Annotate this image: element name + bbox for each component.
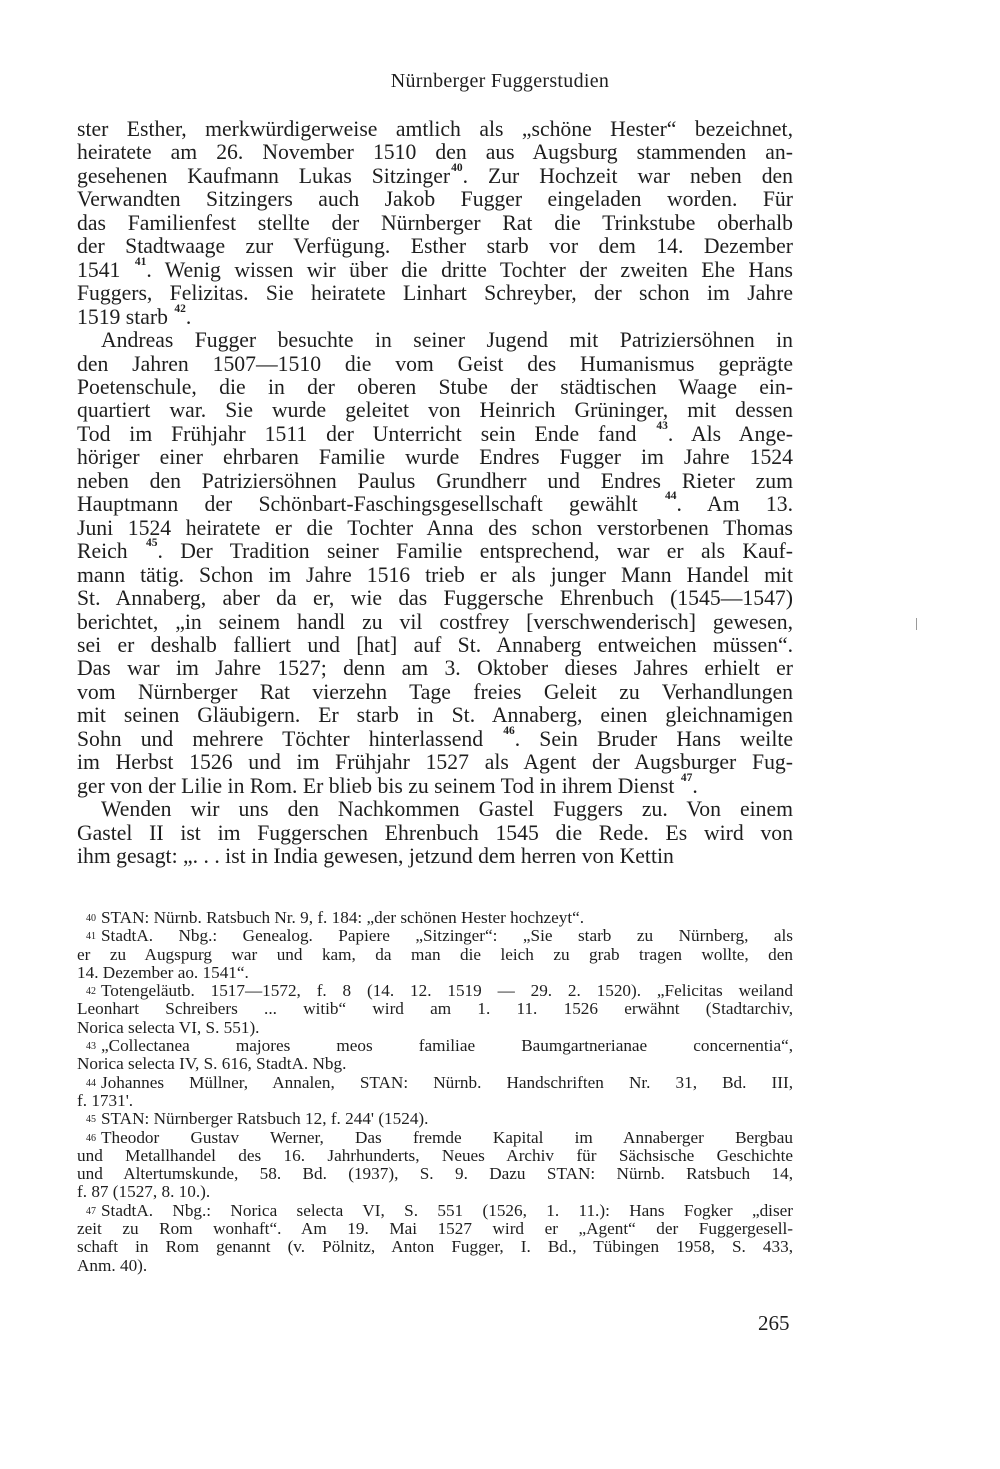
text-line: ger von der Lilie in Rom. Er blieb bis zu seinem Tod in ihrem Dienst $^{47}$. [77,771,698,798]
text-line: quartiert war. Sie wurde geleitet von Heinrich Grüninger, mit dessen [77,398,793,423]
page-number: 265 [758,1311,790,1335]
text-line: 1541 $^{41}$. Wenig wissen wir über die dritte Tochter der zweiten Ehe Hans [77,255,794,282]
text-line: den Jahren 1507—1510 die vom Geist des Humanismus geprägte [77,351,793,376]
footnote-number: 44 [86,1077,96,1089]
text-line: heiratete am 26. November 1510 den aus Augsburg stammenden an- [77,140,793,165]
footnote-line: und Metallhandel des 16. Jahrhunderts, Neues Archiv für Sächsische Geschichte [77,1145,793,1165]
text-line: das Familienfest stellte der Nürnberger Rat die Trinkstube oberhalb [77,210,793,235]
footnote-number: 45 [86,1114,96,1126]
text-line: mit seinen Gläubigern. Er starb in St. Annaberg, einen gleichnamigen [77,703,793,728]
footnote-line: Leonhart Schreibers ... witib“ wird am 1. 11. 1526 erwähnt (Stadtarchiv, [77,999,793,1019]
footnote-line: und Altertumskunde, 58. Bd. (1937), S. 9. Dazu STAN: Nürnb. Ratsbuch 14, [77,1164,793,1184]
footnote-line: zeit zu Rom wonhaft“. Am 19. Mai 1527 wird er „Agent“ der Fuggergesell- [77,1219,793,1239]
footnote-line: $^{41}$ StadtA. Nbg.: Genealog. Papiere „Sitzinger“: „Sie starb zu Nürnberg, als [86,926,793,946]
footnote-line: Norica selecta VI, S. 551). [77,1017,260,1037]
footnote-line: f. 87 (1527, 8. 10.). [77,1182,211,1202]
footnote-ref: 44 [665,490,677,503]
footnote-number: 41 [86,931,96,943]
footnote-line: $^{46}$ Theodor Gustav Werner, Das fremde Kapital im Annaberger Bergbau [86,1127,793,1147]
footnote-line: $^{42}$ Totengeläutb. 1517—1572, f. 8 (14. 12. 1519 — 29. 2. 1520). „Felicitas weiland [86,981,793,1001]
footnotes [77,909,793,1275]
footnote-ref: 42 [174,302,186,315]
footnote-ref: 45 [145,537,158,550]
text-line: Poetenschule, die in der oberen Stube der städtischen Waage ein- [77,374,793,399]
footnote-line: Anm. 40). [77,1255,148,1275]
footnote-number: 47 [86,1205,96,1217]
text-line: ihm gesagt: „. . . ist in India gewesen, jetzund dem herren von Kettin [77,844,674,869]
text-line: neben den Patriziersöhnen Paulus Grundherr und Endres Rieter zum [77,468,793,493]
text-line: Sohn und mehrere Töchter hinterlassend $^{46}$. Sein Bruder Hans weilte [77,724,793,751]
margin-mark [916,618,917,630]
footnote-line: $^{47}$ StadtA. Nbg.: Norica selecta VI, S. 551 (1526, 1. 11.): Hans Fogker „diser [86,1200,793,1220]
footnote-line: schaft in Rom genannt (v. Pölnitz, Anton Fugger, I. Bd., Tübingen 1958, S. 433, [77,1237,793,1257]
footnote-line: Norica selecta IV, S. 616, StadtA. Nbg. [77,1054,347,1074]
text-line: Tod im Frühjahr 1511 der Unterricht sein Ende fand $^{43}$. Als Ange- [77,419,793,446]
footnote-line: f. 1731'. [77,1090,134,1110]
footnote-ref: 46 [503,724,515,737]
text-line: Hauptmann der Schönbart-Faschingsgesellschaft gewählt $^{44}$. Am 13. [77,490,793,517]
text-line: sei er deshalb falliert und [hat] auf St. Annaberg entweichen müssen“. [77,632,793,657]
text-line: Juni 1524 heiratete er die Tochter Anna des schon verstorbenen Thomas [77,515,793,540]
text-line: Verwandten Sitzingers auch Jakob Fugger eingeladen worden. Für [77,187,793,212]
text-line: mann tätig. Schon im Jahre 1516 trieb er als junger Mann Handel mit [77,562,793,587]
footnote-number: 40 [86,913,96,924]
footnote-line: $^{40}$ STAN: Nürnb. Ratsbuch Nr. 9, f. 184: „der schönen Hester hochzeyt“. [86,908,585,927]
text-line: St. Annaberg, aber da er, wie das Fuggersche Ehrenbuch (1545—1547) [77,586,793,611]
text-line: ster Esther, merkwürdigerweise amtlich als „schöne Hester“ bezeichnet, [77,117,793,141]
text-line: gesehenen Kaufmann Lukas Sitzinger$^{40}$. Zur Hochzeit war neben den [77,161,794,188]
text-line: der Stadtwaage zur Verfügung. Esther starb vor dem 14. Dezember [77,234,793,259]
text-line: höriger einer ehrbaren Familie wurde Endres Fugger im Jahre 1524 [77,445,793,470]
text-line: 1519 starb $^{42}$. [77,302,192,329]
text-line: Reich $^{45}$. Der Tradition seiner Familie entsprechend, war er als Kauf- [77,537,793,564]
footnote-line: er zu Augspurg war und kam, da man die leich zu grab tragen wollte, den [77,944,793,964]
footnote-line: 14. Dezember ao. 1541“. [77,962,249,982]
footnote-line: $^{44}$ Johannes Müllner, Annalen, STAN: Nürnb. Handschriften Nr. 31, Bd. III, [86,1072,793,1092]
footnote-ref: 40 [451,161,463,174]
running-head: Nürnberger Fuggerstudien [390,70,610,92]
text-line: Fuggers, Felizitas. Sie heiratete Linhart Schreyber, der schon im Jahre [77,281,793,306]
body-text [77,118,793,869]
footnote-number: 46 [86,1132,96,1144]
footnote-ref: 41 [134,255,147,268]
footnote-ref: 47 [680,771,693,784]
text-line: Wenden wir uns den Nachkommen Gastel Fuggers zu. Von einem [101,797,793,822]
footnote-line: $^{43}$ „Collectanea majores meos familiae Baumgartnerianae concernentia“, [86,1036,793,1056]
footnote-number: 42 [86,986,96,998]
text-line: Andreas Fugger besuchte in seiner Jugend mit Patriziersöhnen in [101,328,793,353]
text-line: Das war im Jahre 1527; denn am 3. Oktober dieses Jahres erhielt er [77,656,793,681]
text-line: im Herbst 1526 und im Frühjahr 1527 als Agent der Augsburger Fug- [77,750,793,775]
text-line: berichtet, „in seinem handl zu vil costfrey [verschwenderisch] gewesen, [77,609,793,634]
text-line: vom Nürnberger Rat vierzehn Tage freies Geleit zu Verhandlungen [77,679,793,704]
footnote-line: $^{45}$ STAN: Nürnberger Ratsbuch 12, f. 244' (1524). [86,1109,429,1129]
footnote-ref: 43 [656,419,668,432]
text-line: Gastel II ist im Fuggerschen Ehrenbuch 1545 die Rede. Es wird von [77,820,793,845]
footnote-number: 43 [86,1041,96,1053]
